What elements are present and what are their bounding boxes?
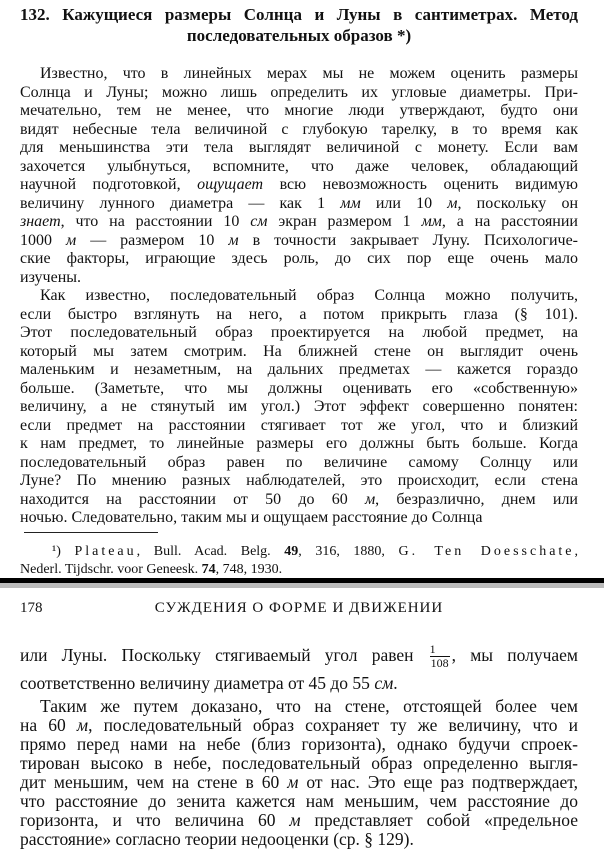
text-line: [20, 139, 578, 158]
fraction-numerator: 1: [429, 642, 436, 657]
bold-run: 74: [201, 562, 216, 577]
italic-run: см: [374, 673, 394, 693]
text-run: прямо перед нами на небе (близ горизонта), однако будучи спроек-: [20, 735, 578, 754]
text-line: [20, 380, 578, 399]
section-heading-line-1: 132. Кажущиеся размеры Солнца и Луны в сантиметрах. Метод: [20, 5, 578, 24]
text-run: захочется улыбнуться, вспомните, что даже человек, обладающий: [20, 157, 578, 175]
text-run: ¹): [52, 544, 75, 559]
text-run: величину лунного диаметра — как 1: [20, 194, 341, 212]
text-run: на 60: [20, 716, 77, 735]
text-line: [20, 435, 578, 454]
text-line: [20, 176, 578, 195]
text-run: экран размером 1: [267, 213, 422, 230]
text-run: представляет собой «предельное: [300, 811, 578, 830]
text-run: последовательный образ равен по величине самому Солнцу или: [20, 453, 578, 471]
text-run: Солнца и Луны; можно лишь определить их угловые диаметры. При-: [20, 83, 578, 101]
page-separator-shadow: [0, 583, 604, 588]
italic-run: ощущает: [197, 176, 264, 193]
text-run: больше. (Заметьте, что мы должны оценивать его «собственную»: [20, 379, 578, 397]
text-line: [20, 158, 578, 177]
text-run: соответственно величину диаметра от 45 до 55: [20, 673, 375, 693]
italic-run: м: [287, 773, 299, 792]
italic-run: м: [289, 811, 301, 830]
text-run: к нам предмет, то линейные размеры его должны быть больше. Когда: [20, 435, 578, 452]
italic-run: м: [447, 194, 458, 212]
paragraph: [20, 697, 578, 849]
text-run: если предмет на расстоянии стягивает тот же угол, что и близкий: [20, 416, 578, 434]
italic-run: знает: [20, 213, 61, 230]
text-line: [20, 792, 578, 811]
text-line: [20, 65, 578, 84]
text-line: [20, 509, 578, 528]
footnote-rule: [24, 532, 158, 533]
text-run: Таким же путем доказано, что на стене, отстоящей более чем: [40, 697, 578, 716]
text-run: находится на расстоянии от 50 до 60: [20, 490, 365, 508]
text-run: изучены.: [20, 268, 82, 286]
italic-run: см: [250, 213, 268, 230]
text-line: [20, 735, 578, 754]
text-run: , поскольку он: [457, 194, 578, 212]
text-line: [20, 287, 578, 306]
text-line: [20, 398, 578, 417]
fraction-denominator: 108: [430, 656, 449, 671]
text-line: [20, 417, 578, 436]
text-run: , безразлично, днем или: [375, 490, 578, 508]
text-run: ,: [574, 544, 578, 559]
text-run: от нас. Это еще раз подтверждает,: [298, 773, 578, 792]
text-line: [20, 697, 578, 716]
footnote: [20, 543, 578, 579]
text-run: или 10: [360, 194, 448, 212]
text-line: [20, 672, 578, 694]
text-line: [20, 638, 578, 672]
text-line: [20, 306, 578, 325]
footnote-text: [20, 543, 578, 579]
text-run: — размером 10: [76, 231, 229, 249]
text-run: видят небесные тела величиной с глубокую тарелку, в то время как: [20, 120, 578, 138]
text-line: [20, 811, 578, 830]
page-top-body: [20, 65, 578, 528]
text-run: в точности закрывает Луну. Психологиче-: [238, 231, 578, 249]
text-run: Известно, что в линейных мерах мы не можем оценить размеры: [40, 65, 578, 82]
text-line: [20, 543, 578, 561]
text-line: [20, 213, 578, 232]
text-line: [20, 716, 578, 735]
text-line: [20, 361, 578, 380]
text-run: для меньшинства эти тела выглядят величиной с монету. Если вам: [20, 139, 578, 156]
text-line: [20, 773, 578, 792]
text-run: величину, а не стянутый им угол.) Этот эффект совершенно понятен:: [20, 398, 578, 415]
page-number: 178: [20, 600, 43, 616]
text-run: , 748, 1930.: [215, 562, 283, 577]
page-bottom-body: [20, 638, 578, 694]
text-run: .: [393, 673, 398, 693]
text-run: который мы затем смотрим. На ближней стене он выглядит очень: [20, 342, 578, 360]
italic-run: м: [65, 231, 77, 249]
text-line: [20, 491, 578, 510]
text-line: [20, 195, 578, 214]
text-line: [20, 269, 578, 288]
text-run: , 316, 1880,: [298, 544, 399, 559]
text-run: , Bull. Acad. Belg.: [136, 544, 285, 559]
italic-run: м: [364, 490, 376, 508]
text-line: [20, 754, 578, 773]
bold-run: 49: [284, 544, 299, 559]
text-line: [20, 454, 578, 473]
text-run: всю невозможность оценить видимую: [263, 176, 578, 193]
italic-run: мм: [340, 194, 361, 212]
paragraph: [20, 638, 578, 694]
italic-run: м: [228, 231, 239, 249]
section-heading: [20, 4, 578, 46]
text-run: , мы получаем: [451, 645, 578, 665]
text-run: , последовательный образ сохраняет ту же величину, что и: [88, 716, 578, 735]
text-run: тирован высоко в небе, последовательный образ определенно выгля-: [20, 754, 578, 773]
text-line: [20, 232, 578, 251]
text-run: Луне? По мнению разных наблюдателей, это происходит, если стена: [20, 472, 578, 489]
spaced-run: G. Ten Doesschate: [398, 544, 575, 559]
text-run: Этот последовательный образ проектируется на любой предмет, на: [20, 324, 578, 341]
text-run: ские факторы, играющие здесь роль, до сих пор еще очень мало: [20, 250, 578, 267]
text-run: расстояние» согласно теории недооценки (ср. § 129).: [20, 830, 414, 849]
page-bottom-body-2: [20, 697, 578, 849]
text-line: [20, 102, 578, 121]
text-run: Как известно, последовательный образ Солнца можно получить,: [40, 287, 578, 304]
text-run: научной подготовкой,: [20, 176, 198, 193]
spaced-run: Plateau: [74, 544, 137, 559]
text-line: [20, 84, 578, 103]
running-title: СУЖДЕНИЯ О ФОРМЕ И ДВИЖЕНИИ: [154, 600, 444, 616]
text-line: [20, 343, 578, 362]
text-run: если быстро взглянуть на него, а потом прикрыть глаза (§ 101).: [20, 305, 578, 323]
fraction: [430, 643, 450, 670]
text-run: что расстояние до зенита кажется нам меньшим, чем расстояние до: [20, 792, 578, 811]
italic-run: м: [76, 716, 89, 735]
text-run: Nederl. Tijdschr. voor Geneesk.: [20, 562, 202, 577]
text-run: ночью. Следовательно, таким мы и ощущаем расстояние до Солнца: [20, 509, 483, 526]
paragraph: [20, 65, 578, 287]
italic-run: мм: [421, 213, 442, 230]
text-run: , что на расстоянии 10: [60, 213, 251, 230]
running-head: [20, 598, 578, 618]
text-line: [20, 472, 578, 491]
text-run: 1000: [20, 231, 66, 249]
text-line: [20, 561, 578, 579]
text-line: [20, 324, 578, 343]
text-run: или Луны. Поскольку стягиваемый угол равен: [20, 645, 428, 665]
text-run: дит меньшим, чем на стене в 60: [20, 773, 288, 792]
paragraph: [20, 287, 578, 528]
section-heading-line-2: последовательных образов *): [186, 26, 412, 45]
text-line: [20, 830, 578, 849]
text-run: мечательно, тем не менее, что многие люди утверждают, будто они: [20, 102, 578, 119]
text-line: [20, 121, 578, 140]
text-run: маленьким и незаметным, на дальних предметах — кажется гораздо: [20, 361, 578, 378]
text-run: горизонта, и что величина 60: [20, 811, 290, 830]
text-run: , а на расстоянии: [441, 213, 578, 230]
text-line: [20, 250, 578, 269]
